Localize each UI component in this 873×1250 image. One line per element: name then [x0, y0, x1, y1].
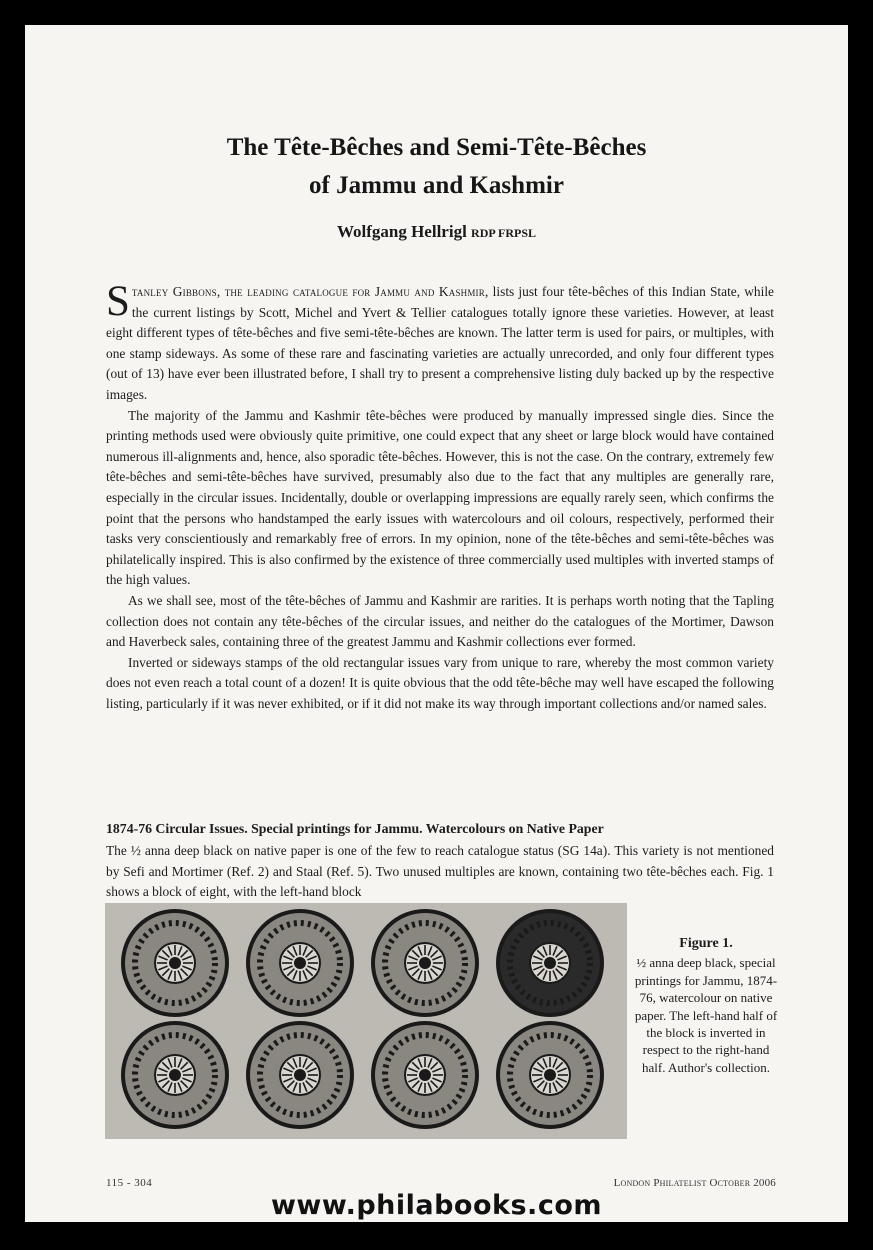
- stamp-impression: [373, 911, 477, 1015]
- section-body: [106, 841, 774, 903]
- section-heading: 1874-76 Circular Issues. Special printings for Jammu. Watercolours on Native Paper: [106, 821, 604, 836]
- stamp-impression: [123, 1023, 227, 1127]
- author-name: Wolfgang Hellrigl: [336, 222, 467, 241]
- figure-title: Figure 1.: [679, 936, 733, 951]
- document-page: [25, 25, 848, 1222]
- figure-caption: [630, 935, 782, 1076]
- stamp-impression: [123, 911, 227, 1015]
- stamp-impression: [498, 911, 602, 1015]
- stamp-impression: [248, 911, 352, 1015]
- journal-footer: London Philatelist October 2006: [613, 1177, 776, 1189]
- paragraph: Inverted or sideways stamps of the old rectangular issues vary from unique to rare, whereby the most common variety does not even reach a total count of a dozen! It is quite obvious that the odd tête-bêche may well have escaped the following listing, particularly if it was never exhibited, or if it did not make its way through important collections and/or named sales.: [106, 654, 774, 711]
- intro-lead-rest: lists just four tête-bêches of this Indian State, while the current listings by Scott, Michel and Yvert & Tellier catalogues totally ignore these varieties. However, at least eight different types of tête-bêches and five semi-tête-bêches are known. The latter term is used for pairs, or multiples, with one stamp sideways. As some of these rare and fascinating varieties are actually unrecorded, and only four different types (out of 13) have ever been illustrated before, I shall try to present a comprehensive listing duly backed up by the respective images.: [106, 284, 774, 402]
- section-paragraph: The ½ anna deep black on native paper is one of the few to reach catalogue status (SG 14a). This variety is not mentioned by Sefi and Mortimer (Ref. 2) and Staal (Ref. 5). Two unused multiples are known, containing two tête-bêches each. Fig. 1 shows a block of eight, with the left-hand block: [106, 843, 774, 900]
- stamp-impression: [373, 1023, 477, 1127]
- drop-cap: S: [106, 278, 130, 325]
- author-postnominals: RDP FRPSL: [471, 226, 537, 240]
- figure-caption-text: ½ anna deep black, special printings for Jammu, 1874-76, watercolour on native paper. The left-hand half of the block is inverted in respect to the right-hand half. Author's collection.: [634, 955, 778, 1075]
- paragraph: The majority of the Jammu and Kashmir tête-bêches were produced by manually impressed single dies. Since the printing methods used were obviously quite primitive, one could expect that any sheet or large block would have contained numerous ill-alignments and, hence, also sporadic tête-bêches. However, this is not the case. On the contrary, extremely few tête-bêches and semi-tête-bêches have survived, presumably also due to the fact that any multiples are generally rare, especially in the circular issues. Incidentally, double or overlapping impressions are equally rarely seen, which confirms the point that the persons who handstamped the early issues with watercolours and oil colours, respectively, performed their tasks very conscientiously and remarkably free of errors. In my opinion, none of the tête-bêches and semi-tête-bêches was philatelically inspired. This is also confirmed by the existence of three commercially used multiples with inverted stamps of the high values.: [106, 407, 774, 588]
- stamp-impression: [248, 1023, 352, 1127]
- title-line-2: of Jammu and Kashmir: [309, 172, 564, 199]
- watermark-url: www.philabooks.com: [270, 1190, 603, 1221]
- stamp-impression: [498, 1023, 602, 1127]
- stamp-block-figure: [105, 903, 627, 1139]
- author-byline: [25, 222, 848, 242]
- paragraph: As we shall see, most of the tête-bêches of Jammu and Kashmir are rarities. It is perhaps worth noting that the Tapling collection does not contain any tête-bêches of the circular issues, and neither do the catalogues of the Mortimer, Dawson and Haverbeck sales, containing three of the greatest Jammu and Kashmir collections ever formed.: [106, 592, 774, 650]
- page-number: 115 - 304: [106, 1177, 153, 1189]
- intro-lead-smallcaps: tanley Gibbons, the leading catalogue for Jammu and Kashmir,: [131, 284, 489, 299]
- article-title: [25, 129, 848, 205]
- article-body: [106, 278, 774, 714]
- intro-paragraph: [106, 278, 774, 406]
- title-line-1: The Tête-Bêches and Semi-Tête-Bêches: [226, 134, 647, 161]
